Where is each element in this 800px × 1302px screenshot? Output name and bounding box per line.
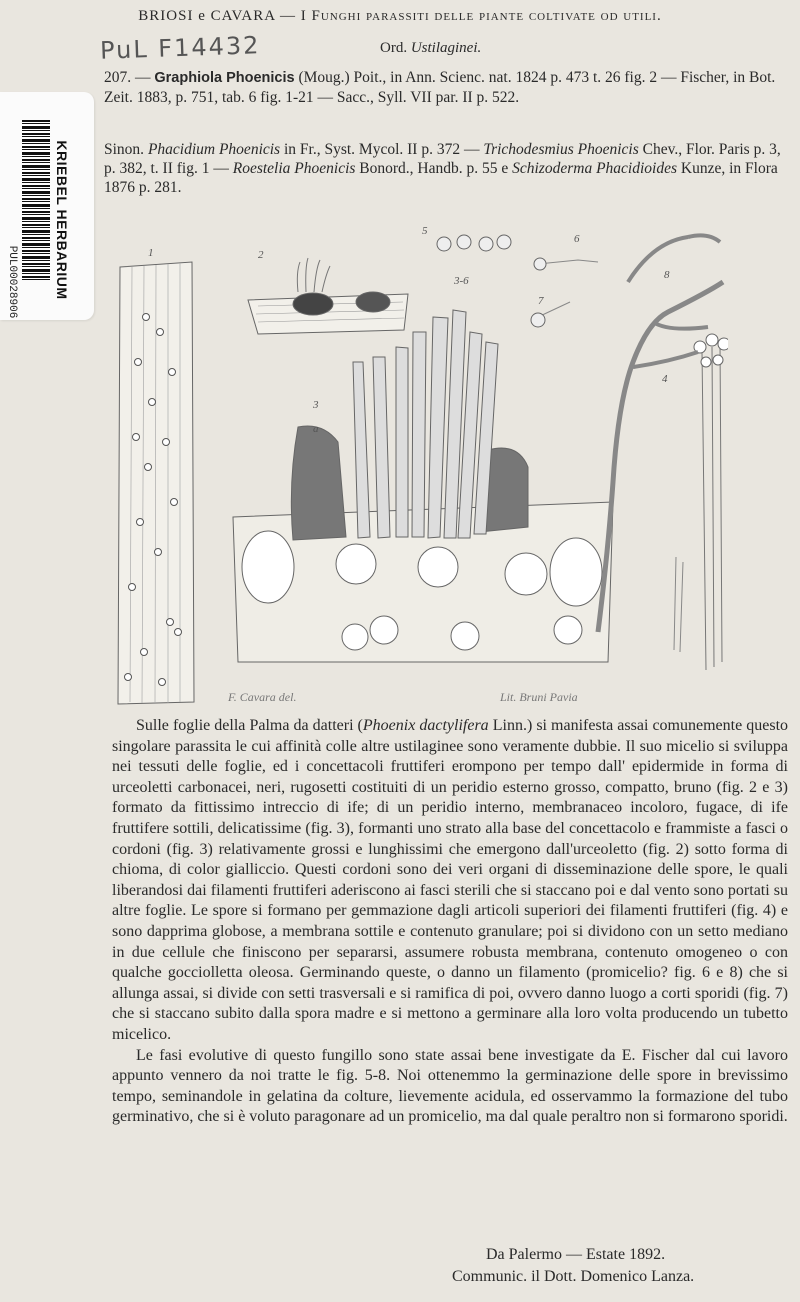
entry-number: 207. — bbox=[104, 69, 151, 86]
order-label: Ord. bbox=[380, 40, 408, 56]
synonym-1-ref: in Fr., Syst. Mycol. II p. 372 — bbox=[280, 141, 484, 158]
figure-1-leaf-strip bbox=[118, 262, 194, 704]
figure-3-section bbox=[233, 310, 613, 662]
figure-label-3: 3 bbox=[313, 399, 319, 411]
figure-2-leaf-piece bbox=[248, 258, 408, 334]
species-entry bbox=[104, 68, 794, 107]
synonym-2: Trichodesmius Phoenicis bbox=[483, 141, 639, 158]
figure-5-spores bbox=[437, 235, 511, 251]
figure-4-filaments bbox=[674, 334, 728, 670]
species-citation: (Moug.) Poit., in Ann. Scienc. nat. 1824 p. 473 t. 26 fig. 2 — Fischer, in Bot. Zeit. 1883, p. 751, tab. 6 fig. 1-21 — Sacc., Syll. VII par. II p. 522. bbox=[104, 69, 776, 106]
figure-label-3-6: 3-6 bbox=[454, 275, 469, 287]
herbarium-label-title: KRIEBEL HERBARIUM bbox=[54, 140, 70, 300]
synonym-2-ref: Chev., Flor. Paris p. 3, p. 382, t. II fig. 1 — bbox=[104, 141, 781, 177]
synonym-3: Roestelia Phoenicis bbox=[232, 160, 356, 177]
species-name: Graphiola Phoenicis bbox=[154, 70, 295, 86]
botanical-illustration bbox=[108, 222, 728, 712]
order-name: Ustilaginei. bbox=[410, 40, 482, 56]
place-date: Da Palermo — Estate 1892. bbox=[486, 1246, 666, 1263]
barcode-icon bbox=[22, 120, 50, 280]
herbarium-label-code: PUL00028906 bbox=[6, 245, 18, 319]
figure-label-7: 7 bbox=[538, 295, 544, 307]
figure-label-4: 4 bbox=[662, 373, 668, 385]
communicated-by: Communic. il Dott. Domenico Lanza. bbox=[452, 1268, 695, 1285]
illustrator-signature: F. Cavara del. bbox=[228, 690, 297, 704]
synonym-4-ref: Kunze, in Flora 1876 p. 281. bbox=[104, 160, 778, 196]
figure-label-a: a bbox=[313, 423, 319, 435]
header-separator: — bbox=[280, 8, 296, 24]
header-title: I Funghi parassiti delle piante coltivate od utili. bbox=[300, 8, 662, 24]
host-species: Phoenix dactylifera bbox=[362, 717, 489, 734]
paragraph-2: Le fasi evolutive di questo fungillo sono state assai bene investigate da E. Fischer dal cui lavoro appunto vennero da noi tratte le fig. 5-8. Noi ottenemmo la germinazione delle spore in brevissimo tempo, seminandole in gelatina da colture, lievemente acidula, ed osservammo la formazione del tubo germinativo, che si è voluto paragonare ad un promicelio, ma dal quale peraltro non si formarono sporidi. bbox=[112, 1046, 788, 1126]
figure-label-6: 6 bbox=[574, 233, 580, 245]
synonym-1: Phacidium Phoenicis bbox=[147, 141, 281, 158]
figure-6-7-germination bbox=[531, 258, 598, 327]
figure-label-1: 1 bbox=[148, 247, 154, 259]
handwritten-catalog-number: PuL F14432 bbox=[99, 31, 261, 65]
order-line bbox=[380, 40, 481, 57]
page-header bbox=[0, 8, 800, 25]
herbarium-label bbox=[0, 92, 94, 320]
figure-label-2: 2 bbox=[258, 249, 264, 261]
lithographer-signature: Lit. Bruni Pavia bbox=[500, 690, 578, 704]
figure-8-branched-filament bbox=[598, 235, 723, 632]
figure-label-5: 5 bbox=[422, 225, 428, 237]
synonym-4: Schizoderma Phacidioides bbox=[512, 160, 678, 177]
paragraph-1: Sulle foglie della Palma da datteri (Phoenix dactylifera Linn.) si manifesta assai comunemente questo singolare parassita le cui affinità colle altre ustilaginee sono veramente dubbie. Il suo micelio si sviluppa nei tessuti delle foglie, ed i concettacoli fruttiferi erompono per tempo dall' epidermide in forma di urceoletti carbonacei, neri, rugosetti costituiti di un peridio esterno grosso, compatto, bruno (fig. 2 e 3) formato da fittissimo intreccio di ife; di un peridio interno, membranaceo incoloro, fugace, di ife fruttifere sottili, delicatissime (fig. 3), formanti uno strato alla base del concettacolo e frammiste a fasci o cordoni (fig. 3) relativamente grossi e lunghissimi che emergono dall'urceoletto (fig. 2) sotto forma di chioma, di color gialliccio. Questi cordoni sono dei veri organi di disseminazione delle spore, le quali liberandosi dai filamenti fruttiferi aderiscono ai fasci sterili che si staccano poi e dal vento sono portati su altre foglie. Le spore si formano per gemmazione dagli articoli superiori dei filamenti fruttiferi (fig. 4) e sono dapprima globose, a membrana sottile e contenuto granulare; poi si dividono con un setto mediano in due cellule che finiscono per separarsi, assumere robusta membrana, contenuto omogeneo o con qualche gocciolletta oleosa. Germinando queste, o danno un filamento (promicelio? fig. 6 e 8) che si allunga assai, si divide con setti trasversali e si ramifica di poi, ovvero danno luogo a corti sporidi (fig. 7) che si staccano subito dalla spora madre e si mettono a germinare alla loro volta producendo un tubetto micelico. bbox=[112, 717, 789, 1043]
synonyms-prefix: Sinon. bbox=[104, 141, 145, 158]
synonym-3-ref: Bonord., Handb. p. 55 e bbox=[355, 160, 513, 177]
synonyms-block bbox=[104, 140, 794, 197]
description-text bbox=[112, 716, 788, 1128]
header-authors: BRIOSI e CAVARA bbox=[138, 8, 276, 24]
figure-label-8: 8 bbox=[664, 269, 670, 281]
